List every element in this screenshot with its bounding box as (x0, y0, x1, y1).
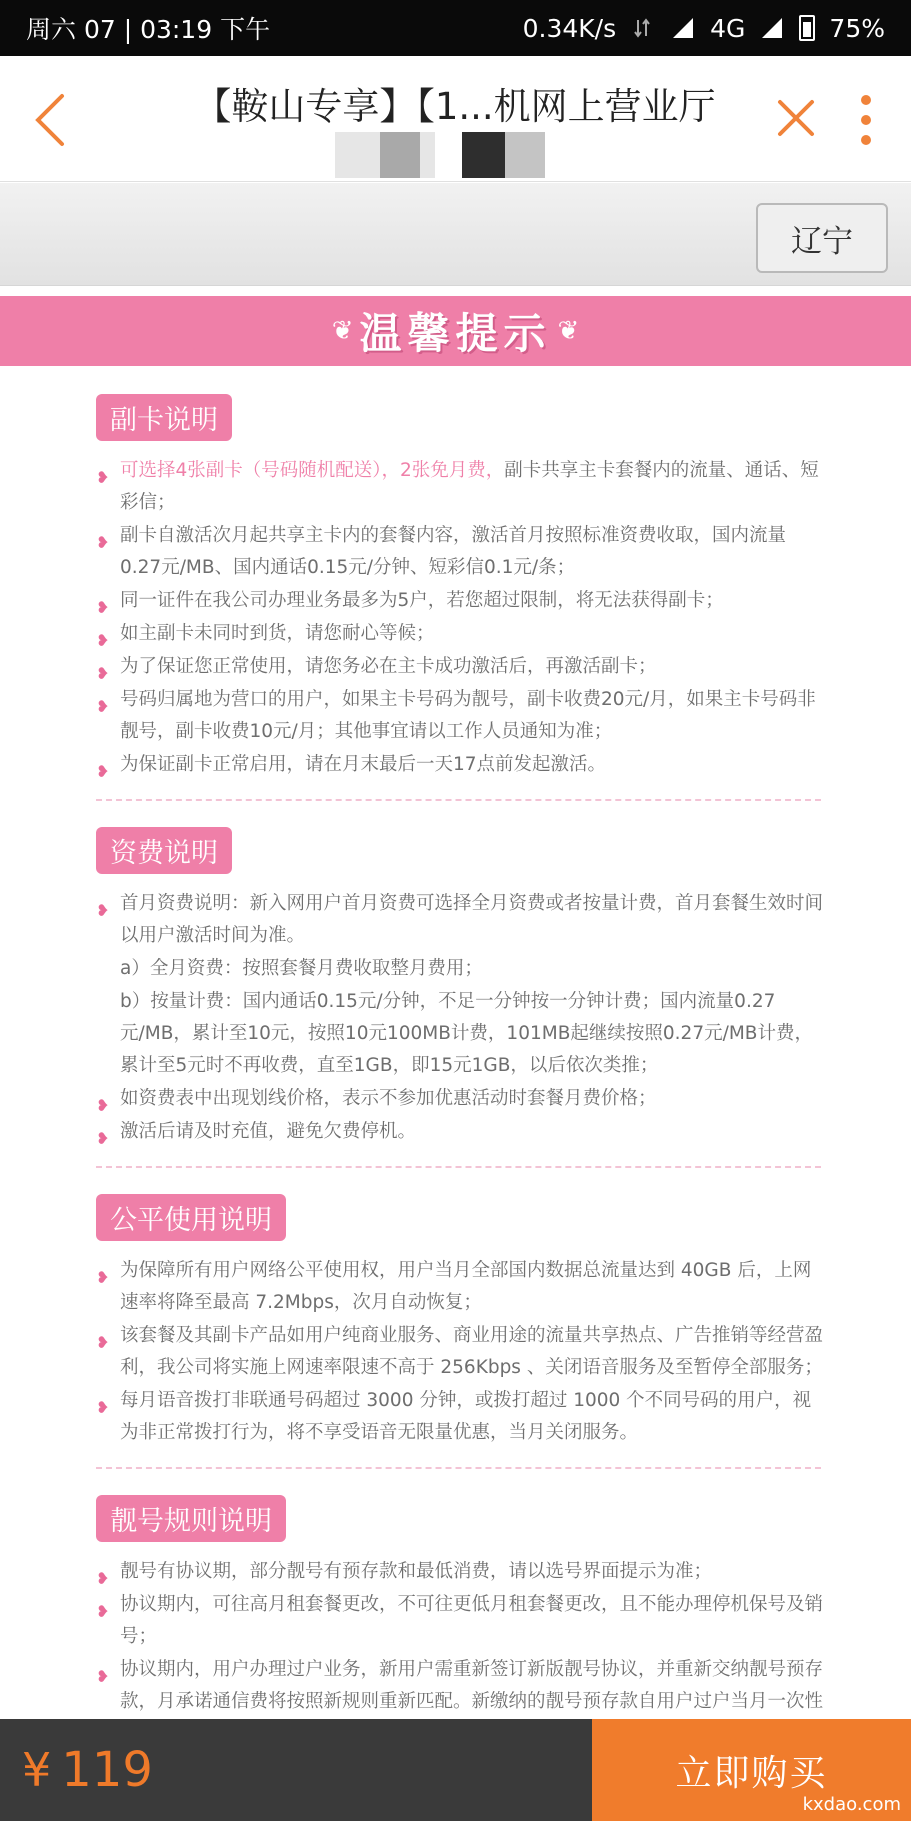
bullet-icon: ❥ (96, 762, 110, 781)
bullet-icon: ❥ (96, 598, 110, 617)
network-type: 4G (710, 13, 746, 43)
tips-title: 温馨提示 (359, 309, 552, 358)
more-icon[interactable] (858, 92, 874, 148)
item-text: 每月语音拨打非联通号码超过 3000 分钟，或拨打超过 1000 个不同号码的用户，视为非正常拨打行为，将不享受语音无限量优惠，当月关闭服务。 (120, 1390, 812, 1443)
watermark-text: kxdao.com (802, 1794, 901, 1815)
list-item (96, 1116, 826, 1148)
bottom-bar (0, 1719, 911, 1821)
bullet-icon: ❥ (96, 1398, 110, 1417)
item-text: 为保证副卡正常启用，请在月末最后一天17点前发起激活。 (120, 754, 607, 775)
list-item (96, 1255, 826, 1319)
list-item (96, 749, 826, 781)
network-speed: 0.34K/s (522, 13, 617, 43)
price-value: 119 (61, 1742, 153, 1798)
nav-bar (0, 56, 911, 182)
bullet-icon: ❥ (96, 697, 110, 716)
list-item (96, 618, 826, 650)
buy-now-button[interactable]: 立即购买 (592, 1719, 911, 1821)
bullet-icon: ❥ (96, 1569, 110, 1588)
list-item (96, 455, 826, 519)
region-bar (0, 183, 911, 286)
section-title: 靓号规则说明 (96, 1495, 286, 1542)
status-right (523, 14, 885, 43)
section-title: 副卡说明 (96, 394, 232, 441)
bullet-icon: ❥ (96, 901, 110, 920)
bullet-icon: ❥ (96, 1096, 110, 1115)
page-title: 【鞍山专享】【1...机网上营业厅 (194, 85, 716, 128)
item-highlight: 可选择4张副卡（号码随机配送），2张免月费， (120, 460, 505, 481)
list-item (96, 585, 826, 617)
currency-symbol: ¥ (22, 1743, 52, 1797)
blurred-subtitle (335, 132, 545, 178)
status-bar (0, 0, 911, 56)
section-title: 公平使用说明 (96, 1194, 286, 1241)
item-text: 该套餐及其副卡产品如用户纯商业服务、商业用途的流量共享热点、广告推销等经营盈利，我公司将实施上网速率限速不高于 256Kbps 、关闭语音服务及至暂停全部服务； (120, 1325, 824, 1378)
signal-icon (670, 16, 696, 40)
item-text: 副卡共享主卡套餐内的流量、通话、短彩信； (120, 460, 819, 513)
bullet-icon: ❥ (96, 664, 110, 683)
tips-content (0, 366, 911, 1719)
item-text: 为保障所有用户网络公平使用权，用户当月全部国内数据总流量达到 40GB 后，上网速率将降至最高 7.2Mbps，次月自动恢复； (120, 1260, 812, 1313)
battery-level: 75% (829, 13, 885, 43)
status-time: 周六 07 | 03:19 下午 (26, 15, 271, 44)
bullet-icon: ❥ (96, 1129, 110, 1148)
section-title: 资费说明 (96, 827, 232, 874)
list-item (96, 520, 826, 584)
back-icon[interactable] (30, 92, 70, 148)
list-item (96, 651, 826, 683)
list-item (96, 1556, 826, 1588)
item-text: 如资费表中出现划线价格，表示不参加优惠活动时套餐月费价格； (120, 1088, 657, 1109)
item-text: b）按量计费：国内通话0.15元/分钟，不足一分钟按一分钟计费；国内流量0.27元/MB，累计至10元，按照10元100MB计费，101MB起继续按照0.27元/MB计费，累计至5元时不再收费，直至1GB，即15元1GB，以后依次类推； (120, 991, 813, 1076)
data-arrows-icon (630, 16, 656, 40)
list-item (96, 684, 826, 748)
list-item (96, 1589, 826, 1653)
bullet-icon: ❥ (96, 468, 110, 487)
list-item (96, 1320, 826, 1384)
signal-icon-2 (759, 16, 785, 40)
item-text: 协议期内，可往高月租套餐更改，不可往更低月租套餐更改，且不能办理停机保号及销号； (120, 1594, 824, 1647)
section-fair-use (0, 1168, 911, 1449)
list-item (96, 1083, 826, 1115)
close-icon[interactable] (776, 98, 816, 138)
section-fee (0, 801, 911, 1148)
item-text: a）全月资费：按照套餐月费收取整月费用； (120, 958, 483, 979)
item-text: 副卡自激活次月起共享主卡内的套餐内容，激活首月按照标准资费收取，国内流量0.27元/MB、国内通话0.15元/分钟、短彩信0.1元/条； (120, 525, 787, 578)
region-button[interactable]: 辽宁 (756, 203, 888, 273)
item-text: 靓号有协议期，部分靓号有预存款和最低消费，请以选号界面提示为准； (120, 1561, 713, 1582)
item-text: 如主副卡未同时到货，请您耐心等候； (120, 623, 435, 644)
item-text: 协议期内，用户办理过户业务，新用户需重新签订新版靓号协议，并重新交纳靓号预存款，月承诺通信费将按照新规则重新匹配。新缴纳的靓号预存款自用户过户当月一次性 (120, 1659, 824, 1712)
section-secondary-card (0, 366, 911, 781)
bullet-icon: ❥ (96, 1333, 110, 1352)
bullet-icon: ❥ (96, 1268, 110, 1287)
bullet-icon: ❥ (96, 1602, 110, 1621)
item-text: 同一证件在我公司办理业务最多为5户，若您超过限制，将无法获得副卡； (120, 590, 724, 611)
section-vanity-number (0, 1469, 911, 1750)
item-text: 首月资费说明：新入网用户首月资费可选择全月资费或者按量计费，首月套餐生效时间以用户激活时间为准。 (120, 893, 824, 946)
tips-header (0, 296, 911, 366)
bullet-icon: ❥ (96, 631, 110, 650)
list-item (96, 986, 826, 1082)
battery-icon (799, 15, 815, 41)
list-item (96, 953, 826, 985)
price-area (0, 1719, 592, 1821)
list-item (96, 1385, 826, 1449)
list-item (96, 888, 826, 952)
bullet-icon: ❥ (96, 1667, 110, 1686)
item-text: 激活后请及时充值，避免欠费停机。 (120, 1121, 417, 1142)
item-text: 号码归属地为营口的用户，如果主卡号码为靓号，副卡收费20元/月，如果主卡号码非靓号，副卡收费10元/月；其他事宜请以工作人员通知为准； (120, 689, 816, 742)
leaf-left-icon: ❦ (331, 316, 354, 346)
bullet-icon: ❥ (96, 533, 110, 552)
item-text: 为了保证您正常使用，请您务必在主卡成功激活后，再激活副卡； (120, 656, 657, 677)
leaf-right-icon: ❦ (557, 316, 580, 346)
